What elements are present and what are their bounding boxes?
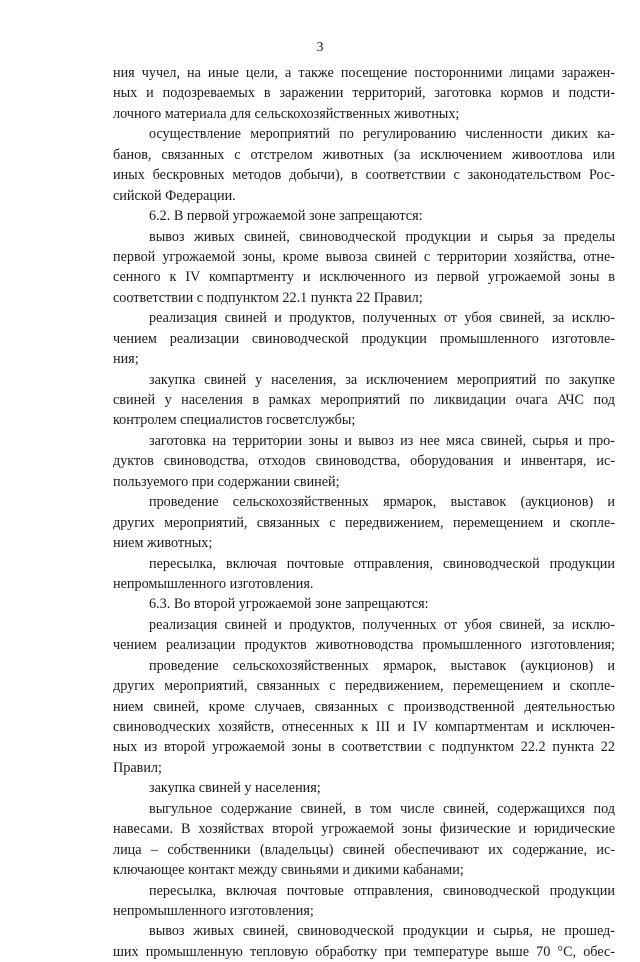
text-line: пересылка, включая почтовые отправления, свиноводческой продукции xyxy=(149,882,615,899)
text-line: выгульное содержание свиней, в том числе свиней, содержащихся под xyxy=(149,800,615,817)
text-line: навесами. В хозяйствах второй угрожаемой зоны физические и юридические xyxy=(113,821,615,838)
text-line: ных и подозреваемых в заражении территорий, заготовка кормов и подсти- xyxy=(113,85,615,102)
text-line: 6.2. В первой угрожаемой зоне запрещаются: xyxy=(149,208,423,225)
text-line: проведение сельскохозяйственных ярмарок, выставок (аукционов) и xyxy=(149,494,615,511)
text-line: заготовка на территории зоны и вывоз из нее мяса свиней, сырья и про- xyxy=(149,432,615,449)
text-line: осуществление мероприятий по регулированию численности диких ка- xyxy=(149,126,615,143)
text-line: лица – собственники (владельцы) свиней обеспечивают их содержание, ис- xyxy=(113,841,615,858)
text-line: закупка свиней у населения; xyxy=(149,780,321,797)
text-line: пересылка, включая почтовые отправления, свиноводческой продукции xyxy=(149,555,615,572)
text-line: контролем специалистов госветслужбы; xyxy=(113,412,356,429)
text-line: закупка свиней у населения, за исключением мероприятий по закупке xyxy=(149,371,615,388)
text-line: ния; xyxy=(113,351,139,368)
text-line: пользуемого при содержании свиней; xyxy=(113,473,340,490)
text-line: других мероприятий, связанных с передвижением, перемещением и скопле- xyxy=(113,678,615,695)
text-line: непромышленного изготовления; xyxy=(113,902,314,919)
text-line: 6.3. Во второй угрожаемой зоне запрещаются: xyxy=(149,596,429,613)
text-line: реализация свиней и продуктов, полученных от убоя свиней, за исклю- xyxy=(149,616,615,633)
text-line: непромышленного изготовления. xyxy=(113,575,314,592)
text-line: ших промышленную тепловую обработку при температуре выше 70 °С, обес- xyxy=(113,943,615,960)
text-line: Правил; xyxy=(113,759,162,776)
text-line: сенного к IV компартменту и исключенного из первой угрожаемой зоны в xyxy=(113,269,615,286)
text-line: чением реализации продуктов животноводства промышленного изготовления; xyxy=(113,637,615,654)
text-line: нием животных; xyxy=(113,535,213,552)
text-line: свиней у населения в рамках мероприятий по ликвидации очага АЧС под xyxy=(113,392,615,408)
document-body xyxy=(113,63,615,962)
text-line: лочного материала для сельскохозяйственных животных; xyxy=(113,105,460,122)
text-line: банов, связанных с отстрелом животных (за исключением живоотлова или xyxy=(113,146,615,163)
text-line: сийской Федерации. xyxy=(113,187,236,204)
text-line: свиноводческих хозяйств, отнесенных к III и IV компартментам и исключен- xyxy=(113,719,615,735)
text-line: иных бескровных методов добычи), в соответствии с законодательством Рос- xyxy=(113,167,615,184)
text-line: первой угрожаемой зоны, кроме вывоза свиней с территории хозяйства, отне- xyxy=(113,248,615,265)
text-line: дуктов свиноводства, отходов свиноводства, оборудования и инвентаря, ис- xyxy=(113,453,615,470)
text-line: чением реализации свиноводческой продукции промышленного изготовле- xyxy=(113,330,615,347)
text-line: ния чучел, на иные цели, а также посещение посторонними лицами заражен- xyxy=(113,65,615,81)
text-line: проведение сельскохозяйственных ярмарок, выставок (аукционов) и xyxy=(149,657,615,674)
text-line: ных из второй угрожаемой зоны в соответствии с подпунктом 22.2 пункта 22 xyxy=(113,739,615,756)
page-number: 3 xyxy=(316,40,324,55)
text-line: других мероприятий, связанных с передвижением, перемещением и скопле- xyxy=(113,514,615,531)
text-line: вывоз живых свиней, свиноводческой продукции и сырья за пределы xyxy=(149,228,615,245)
text-line: соответствии с подпунктом 22.1 пункта 22 Правил; xyxy=(113,289,423,306)
text-line: ключающее контакт между свиньями и дикими кабанами; xyxy=(113,862,464,879)
text-line: вывоз живых свиней, свиноводческой продукции и сырья, не прошед- xyxy=(149,923,615,940)
text-line: реализация свиней и продуктов, полученных от убоя свиней, за исклю- xyxy=(149,310,615,327)
text-line: нием свиней, кроме случаев, связанных с производственной деятельностью xyxy=(113,698,615,715)
